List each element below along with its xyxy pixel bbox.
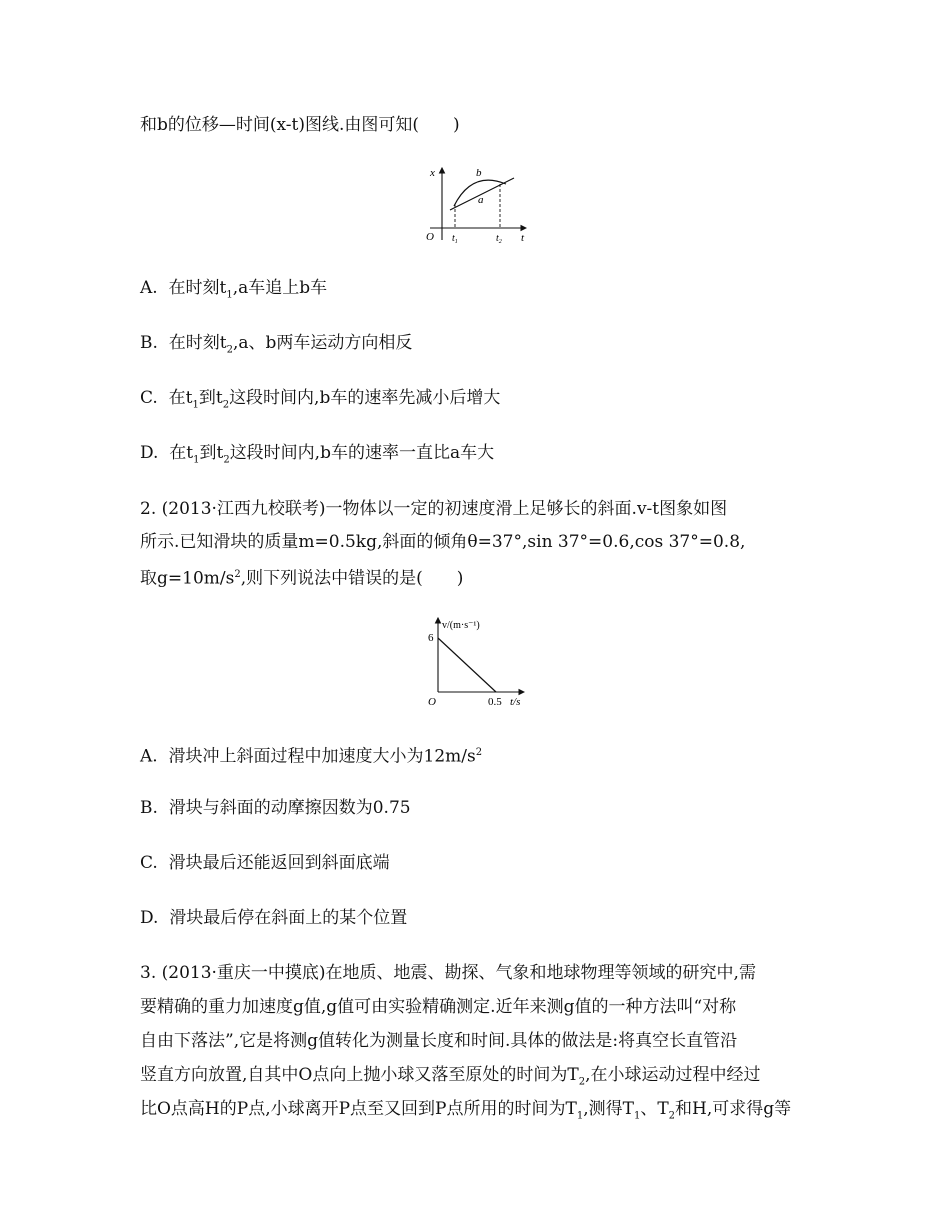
q2-v-line [438, 638, 496, 692]
q1-intro: 和b的位移—时间(x-t)图线.由图可知( ) [140, 115, 460, 135]
q1-option-b: B. 在时刻$t_2,a$、b两车运动方向相反 [140, 333, 413, 356]
q3-line-2: 要精确的重力加速度g值,g值可由实验精确测定.近年来测g值的一种方法叫“对称 [140, 997, 737, 1017]
q2-x-axis-label: t/s [510, 696, 521, 708]
q3-line-3: 自由下落法”,它是将测g值转化为测量长度和时间.具体的做法是:将真空长直管沿 [140, 1031, 738, 1051]
q3-line-4: 竖直方向放置,自其中O点向上抛小球又落至原处的时间为$T_2$,在小球运动过程中经过 [140, 1065, 761, 1088]
q2-x-tick-0-5: 0.5 [488, 696, 502, 708]
q1-axis-t-label: t [521, 232, 525, 244]
q2-option-d: D. 滑块最后停在斜面上的某个位置 [140, 908, 408, 928]
q2-line-3: 取$g=10m/s^2$,则下列说法中错误的是( ) [140, 568, 464, 589]
q2-line-2: 所示.已知滑块的质量m=0.5kg,斜面的倾角θ=37°,sin 37°=0.6,cos 37°=0.8, [140, 532, 746, 552]
q1-option-a: A. 在时刻$t_1,a$车追上b车 [140, 278, 328, 301]
q2-y-axis-label: v/(m·s⁻¹) [442, 620, 480, 631]
q2-option-c: C. 滑块最后还能返回到斜面底端 [140, 853, 390, 873]
q2-vt-graph [420, 614, 532, 710]
q3-line-5: 比O点高H的P点,小球离开P点至又回到P点所用的时间为$T_1$,测得$T_1$、$T_2$和H,可求得g等 [140, 1099, 792, 1122]
q2-line-1: 2. (2013·江西九校联考)一物体以一定的初速度滑上足够长的斜面.v-t图象如图 [140, 499, 728, 519]
q3-line-1: 3. (2013·重庆一中摸底)在地质、地震、勘探、气象和地球物理等领域的研究中,需 [140, 963, 756, 983]
q1-xt-graph [420, 162, 532, 246]
q1-option-c: C. 在$t_1$到$t_2$这段时间内,b车的速率先减小后增大 [140, 388, 501, 411]
q1-t1-label: $t_1$ [452, 233, 458, 245]
q1-axis-x-label: x [430, 167, 435, 179]
q1-option-d: D. 在$t_1$到$t_2$这段时间内,b车的速率一直比a车大 [140, 443, 495, 466]
q2-origin: O [428, 696, 436, 708]
q1-origin: O [426, 231, 434, 243]
q2-option-b: B. 滑块与斜面的动摩擦因数为0.75 [140, 798, 411, 818]
q1-curve-b-label: b [476, 167, 482, 179]
q2-y-tick-6: 6 [428, 632, 434, 644]
q2-option-a: A. 滑块冲上斜面过程中加速度大小为$12m/s^2$ [140, 746, 483, 767]
q1-curve-a-label: a [478, 194, 484, 206]
q1-t2-label: $t_2$ [496, 233, 502, 245]
